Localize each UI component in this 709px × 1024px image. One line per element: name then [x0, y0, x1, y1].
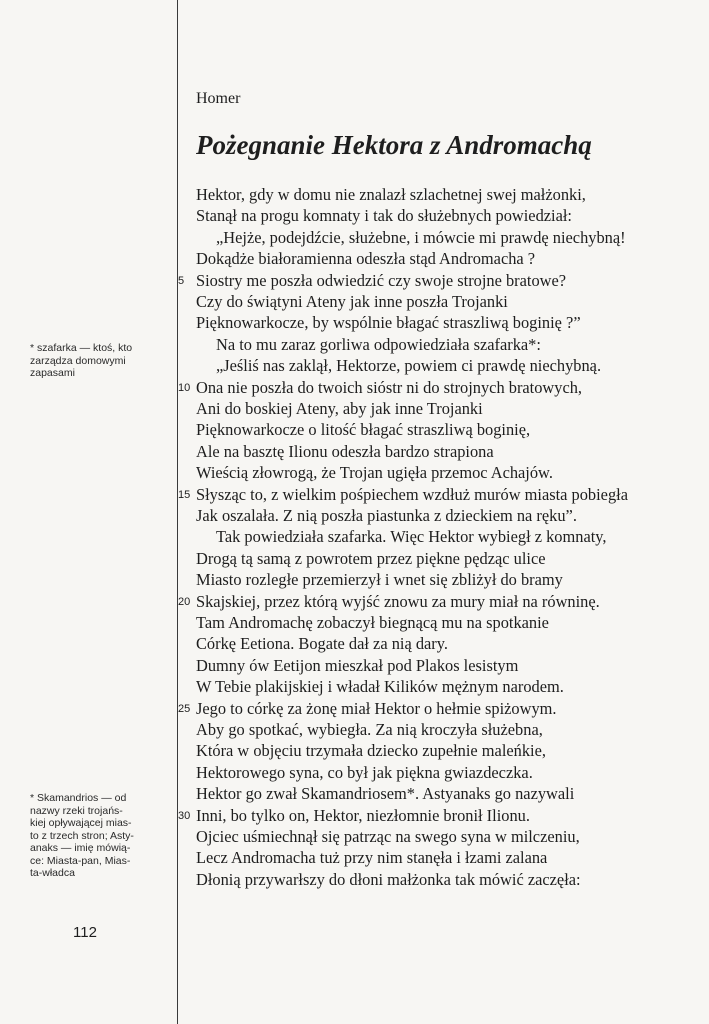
poem-line: Jego to córkę za żonę miał Hektor o hełmie spiżowym. [196, 699, 557, 718]
poem-title: Pożegnanie Hektora z Andromachą [196, 130, 592, 160]
line-number: 15 [178, 489, 191, 501]
footnote-line: to z trzech stron; Asty- [30, 829, 134, 842]
footnote-szafarka [30, 342, 170, 380]
poem-line: Pięknowarkocze o litość błagać straszliwą boginię, [196, 420, 531, 439]
poem-line: Tak powiedziała szafarka. Więc Hektor wybiegł z komnaty, [216, 527, 607, 546]
poem-line: Czy do świątyni Ateny jak inne poszła Trojanki [196, 292, 508, 311]
poem-line: Miasto rozległe przemierzył i wnet się zbliżył do bramy [196, 570, 563, 589]
poem-line: Jak oszalała. Z nią poszła piastunka z dzieckiem na ręku”. [196, 506, 577, 525]
footnote-line: * Skamandrios — od [30, 792, 127, 804]
line-number: 30 [178, 810, 191, 822]
poem-line: Inni, bo tylko on, Hektor, niezłomnie bronił Ilionu. [196, 806, 530, 825]
poem-line: Hektor go zwał Skamandriosem*. Astyanaks go nazywali [196, 784, 575, 803]
poem-line: Dłonią przywarłszy do dłoni małżonka tak mówić zaczęła: [196, 870, 581, 889]
poem-line: Pięknowarkocze, by wspólnie błagać straszliwą boginię ?” [196, 313, 581, 332]
footnote-line: anaks — imię mówią- [30, 842, 131, 854]
poem-line: „Jeśliś nas zaklął, Hektorze, powiem ci prawdę niechybną. [216, 356, 602, 375]
footnote-line: zapasami [30, 367, 75, 379]
poem-line: Ojciec uśmiechnął się patrząc na swego syna w milczeniu, [196, 827, 580, 846]
footnote-line: ta-władca [30, 867, 75, 879]
poem-line: Która w objęciu trzymała dziecko zupełnie maleńkie, [196, 741, 546, 760]
poem-line: Dumny ów Eetijon mieszkał pod Plakos lesistym [196, 656, 519, 675]
poem-line: „Hejże, podejdźcie, służebne, i mówcie mi prawdę niechybną! [216, 228, 626, 247]
footnote-line: ce: Miasta-pan, Mias- [30, 854, 131, 867]
poem-line: Drogą tą samą z powrotem przez piękne pędząc ulice [196, 549, 546, 568]
poem-line: Aby go spotkać, wybiegła. Za nią kroczyła służebna, [196, 720, 543, 739]
poem-line: Hektorowego syna, co był jak piękna gwiazdeczka. [196, 763, 533, 782]
footnote-skamandrios [30, 792, 170, 880]
line-number: 20 [178, 596, 191, 608]
line-number: 5 [178, 275, 185, 287]
poem-line: Siostry me poszła odwiedzić czy swoje strojne bratowe? [196, 271, 567, 290]
poem-line: Córkę Eetiona. Bogate dał za nią dary. [196, 634, 448, 653]
author-name: Homer [196, 90, 241, 107]
line-number: 25 [178, 703, 191, 715]
poem-line: Tam Andromachę zobaczył biegnącą mu na spotkanie [196, 613, 549, 632]
footnote-line: zarządza domowymi [30, 354, 126, 367]
poem-line: Dokądże białoramienna odeszła stąd Andromacha ? [196, 249, 536, 268]
poem-line: Skajskiej, przez którą wyjść znowu za mury miał na równinę. [196, 592, 600, 611]
footnote-line: kiej opływającej mias- [30, 817, 132, 829]
poem-line: W Tebie plakijskiej i władał Kilików mężnym narodem. [196, 677, 564, 696]
poem-line: Ani do boskiej Ateny, aby jak inne Trojanki [196, 399, 483, 418]
poem-line: Ale na basztę Ilionu odeszła bardzo strapiona [196, 442, 494, 461]
poem-line: Ona nie poszła do twoich sióstr ni do strojnych bratowych, [196, 378, 583, 397]
poem-line: Lecz Andromacha tuż przy nim stanęła i łzami zalana [196, 848, 548, 867]
margin-rule [177, 0, 178, 1024]
footnote-line: nazwy rzeki trojańs- [30, 804, 123, 817]
page-number: 112 [73, 924, 97, 941]
poem-line: Na to mu zaraz gorliwa odpowiedziała szafarka*: [216, 335, 541, 354]
poem-line: Stanął na progu komnaty i tak do służebnych powiedział: [196, 206, 572, 225]
footnote-line: * szafarka — ktoś, kto [30, 342, 133, 354]
poem-line: Wieścią złowrogą, że Trojan ugięła przemoc Achajów. [196, 463, 553, 482]
poem-line: Słysząc to, z wielkim pośpiechem wzdłuż murów miasta pobiegła [196, 485, 628, 504]
line-number: 10 [178, 382, 191, 394]
poem-line: Hektor, gdy w domu nie znalazł szlachetnej swej małżonki, [196, 185, 586, 204]
